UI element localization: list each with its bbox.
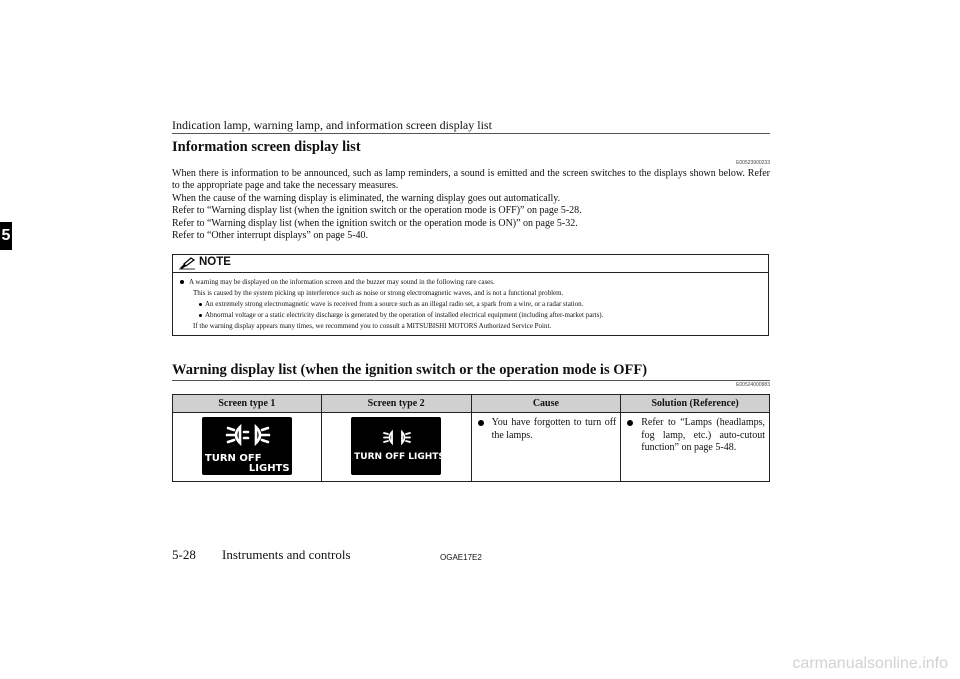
table-row [173, 413, 770, 482]
reference-link[interactable]: Refer to “Other interrupt displays” on page 5-40. [172, 230, 369, 242]
column-header: Screen type 1 [173, 395, 322, 413]
intro-line: When the cause of the warning display is eliminated, the warning display goes out automatically. [172, 192, 561, 204]
screen-type-2-display [351, 417, 445, 475]
reference-link[interactable]: Refer to “Warning display list (when the ignition switch or the operation mode is ON)” on page 5-32. [172, 217, 578, 229]
note-item-cont: This is caused by the system picking up interference such as noise or strong electromagnetic waves, and is not a functional problem. [193, 289, 564, 297]
pencil-note-icon [178, 257, 196, 270]
note-subitem: An extremely strong electromagnetic wave is received from a source such as an illegal radio set, a spark from a wire, or a radar station. [199, 299, 583, 310]
note-header [173, 255, 768, 273]
cause-text: You have forgotten to turn off the lamps. [491, 417, 617, 441]
bullet-icon [180, 280, 184, 284]
note-subitem: Abnormal voltage or a static electricity discharge is generated by the operation of installed electrical equipment (including after-market parts). [199, 310, 603, 321]
section-code: E00524000983 [736, 382, 770, 388]
table-header-row [173, 395, 770, 413]
footer-section-name: Instruments and controls [222, 547, 351, 562]
note-label: NOTE [199, 256, 231, 268]
section-title: Warning display list (when the ignition switch or the operation mode is OFF) [172, 362, 648, 378]
solution-cell [621, 413, 770, 482]
page-number: 5-28 [172, 547, 196, 562]
headlamp-reminder-icon [382, 429, 412, 446]
screen-text: LIGHTS [248, 463, 290, 474]
screen-type-1-cell [173, 413, 322, 482]
screen-type-2-cell [321, 413, 471, 482]
bullet-icon [478, 420, 484, 426]
cause-cell [471, 413, 621, 482]
note-item: A warning may be displayed on the information screen and the buzzer may sound in the following rare cases. [180, 277, 495, 288]
footer-code: OGAE17E2 [440, 553, 482, 562]
running-header: Indication lamp, warning lamp, and information screen display list [172, 118, 492, 132]
watermark: carmanualsonline.info [792, 655, 948, 672]
solution-link[interactable]: Refer to “Lamps (headlamps, fog lamp, etc.) auto-cutout function” on page 5-48. [641, 417, 765, 453]
intro-text [172, 168, 770, 242]
bullet-icon [199, 314, 202, 317]
warning-display-table [172, 394, 770, 482]
column-header: Screen type 2 [321, 395, 471, 413]
section-rule [172, 380, 770, 381]
column-header: Cause [471, 395, 621, 413]
screen-text: TURN OFF LIGHTS [354, 452, 445, 462]
section-tab: 5 [0, 222, 12, 250]
headlamp-reminder-icon [224, 422, 272, 448]
header-rule [172, 133, 770, 134]
section-title: Information screen display list [172, 139, 361, 155]
bullet-icon [627, 420, 633, 426]
intro-paragraph: When there is information to be announced, such as lamp reminders, a sound is emitted and the screen switches to the displays shown below. Refer to the appropriate page and take the necessary measures. [172, 168, 770, 192]
note-box [172, 254, 769, 336]
bullet-icon [199, 303, 202, 306]
screen-type-1-display [202, 417, 292, 475]
column-header: Solution (Reference) [621, 395, 770, 413]
reference-link[interactable]: Refer to “Warning display list (when the ignition switch or the operation mode is OFF)” on page 5-28. [172, 205, 582, 217]
screen-text: TURN OFF [204, 453, 262, 464]
section-code: E00523900233 [736, 160, 770, 166]
note-closing: If the warning display appears many times, we recommend you to consult a MITSUBISHI MOTORS Authorized Service Point. [193, 322, 552, 330]
